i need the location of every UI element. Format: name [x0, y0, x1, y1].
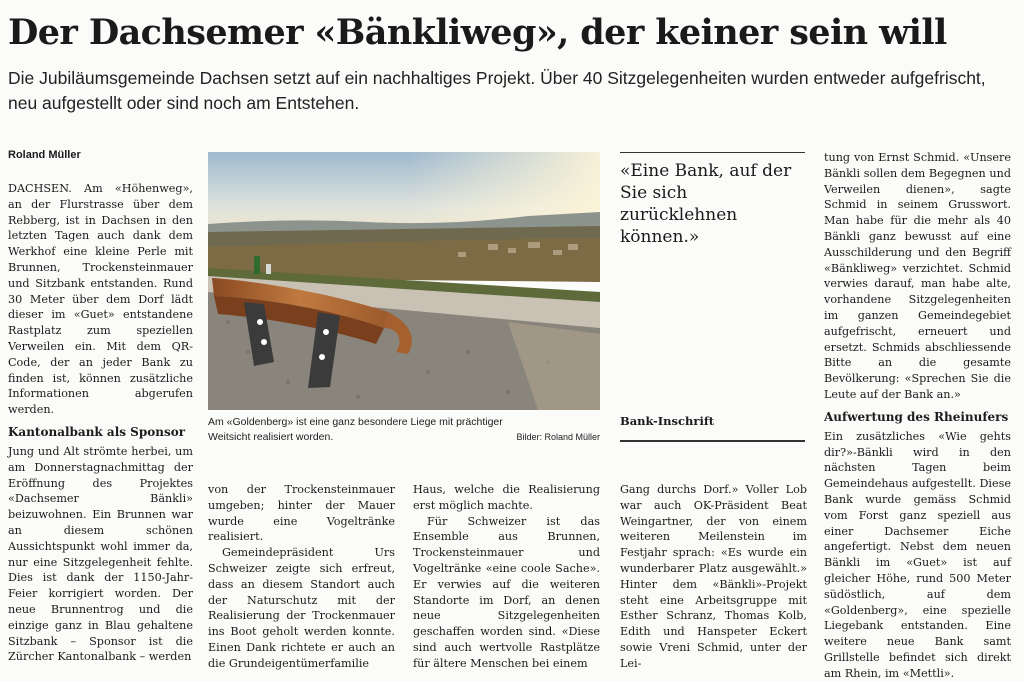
- article-column-5: [824, 150, 1011, 682]
- caption-text: Am «Goldenberg» ist eine ganz besondere Liege mit prächtiger Weitsicht realisiert worden.: [208, 416, 503, 443]
- article-column-3: [413, 482, 600, 672]
- paragraph: DACHSEN. Am «Höhenweg», an der Flurstrasse über dem Rebberg, ist in Dachsen in den letzten Tagen auch dank dem Werkhof eine kleine Perle mit Brunnen, Trockensteinmauer und Sitzbank entstanden. Rund 30 Meter über dem Dorf lädt dieser im «Guet» entstandene Rastplatz zum speziellen Verweilen ein. Mit dem QR-Code, der an jeder Bank zu finden ist, können zusätzliche Informationen abgerufen werden.: [8, 182, 193, 417]
- paragraph: Haus, welche die Realisierung erst möglich machte.: [413, 483, 600, 512]
- article-column-2: [208, 482, 395, 672]
- pullquote-label: Bank-Inschrift: [620, 414, 715, 428]
- paragraph: Gang durchs Dorf.» Voller Lob war auch OK-Präsident Beat Weingartner, der von einem weiteren Meilenstein im Festjahr sprach: «Es wurde ein wunderbarer Platz ausgewählt.» Hinter dem «Bänkli»-Projekt steht eine Arbeitsgruppe mit Esther Schranz, Thomas Kolb, Edith und Hanspeter Eckert sowie Vreni Schmid, unter der Lei-: [620, 483, 807, 670]
- photo-credit: Bilder: Roland Müller: [516, 432, 600, 442]
- paragraph: Für Schweizer ist das Ensemble aus Brunnen, Trockensteinmauer und Vogeltränke «eine coole Sache». Er verwies auf die weiteren Standorte im Dorf, an denen neue Sitzgelegenheiten geschaffen worden sind. «Diese sind auch wertvolle Rastplätze für ältere Menschen bei einem: [413, 514, 600, 670]
- article-column-4: [620, 482, 807, 672]
- paragraph: von der Trockensteinmauer umgeben; hinter der Mauer wurde eine Vogeltränke realisiert.: [208, 483, 395, 544]
- pullquote: «Eine Bank, auf der Sie sich zurücklehnen können.»: [620, 161, 792, 247]
- pullquote-rule-bottom: [620, 440, 805, 442]
- paragraph: Ein zusätzliches «Wie gehts dir?»-Bänkli wird in den nächsten Tagen beim Gemeindehaus aufgestellt. Diese Bank wurde gemäss Schmid vom Forst ganz speziell aus einer Dachsemer Eiche angefertigt. Nebst dem neuen Bänkli im «Guet» ist auf gleicher Höhe, rund 500 Meter südöstlich, auf dem «Goldenberg», eine spezielle Liegebank entstanden. Eine weitere neue Bank samt Grillstelle befindet sich direkt am Rhein, im «Mettli».: [824, 429, 1011, 680]
- article-column-1: [8, 181, 193, 665]
- subheading: Kantonalbank als Sponsor: [8, 424, 186, 439]
- subheading: Aufwertung des Rheinufers: [824, 409, 1009, 424]
- headline: Der Dachsemer «Bänkliweg», der keiner sein will: [8, 12, 947, 53]
- paragraph: Jung und Alt strömte herbei, um am Donnerstagnachmittag der Eröffnung des Projektes «Dachsemer Bänkli» beizuwohnen. Ein Brunnen war an diesem schönen Aussichtspunkt wohl immer da, nur eine Sitzgelegenheit fehlte. Dies ist dank der 1150-Jahr-Feier korrigiert worden. Der neue Brunnentrog und die einzige ganz in Blau gehaltene Sitzbank – Sponsor ist die Zürcher Kantonalbank – werden: [8, 444, 193, 664]
- photo-caption: [208, 415, 600, 445]
- bench-photo: [208, 152, 600, 410]
- lead-paragraph: Die Jubiläumsgemeinde Dachsen setzt auf ein nachhaltiges Projekt. Über 40 Sitzgelegenheiten wurden entweder aufgefrischt, neu aufgestellt oder sind noch am Entstehen.: [8, 68, 986, 113]
- byline: Roland Müller: [8, 149, 81, 161]
- paragraph: Gemeindepräsident Urs Schweizer zeigte sich erfreut, dass an diesem Standort auch der Naturschutz mit der Realisierung der Trockenmauer ins Boot geholt werden konnte. Einen Dank richtete er auch an die Grundeigentümerfamilie: [208, 546, 395, 670]
- pullquote-rule-top: [620, 152, 805, 153]
- paragraph: tung von Ernst Schmid. «Unsere Bänkli sollen dem Begegnen und Verweilen dienen», sagte Schmid in seinem Grusswort. Man habe für die mehr als 40 Bänkli ganz bewusst auf eine Ausschilderung und den Begriff «Bänkliweg» verzichtet. Schmid verwies darauf, man habe alte, vorhandene Sitzgelegenheiten im ganzen Gemeindegebiet aufgefrischt, erneuert und ersetzt. Schmids abschliessende Bitte an die gesamte Bevölkerung: «Sprechen Sie die Leute auf der Bank an.»: [824, 151, 1011, 401]
